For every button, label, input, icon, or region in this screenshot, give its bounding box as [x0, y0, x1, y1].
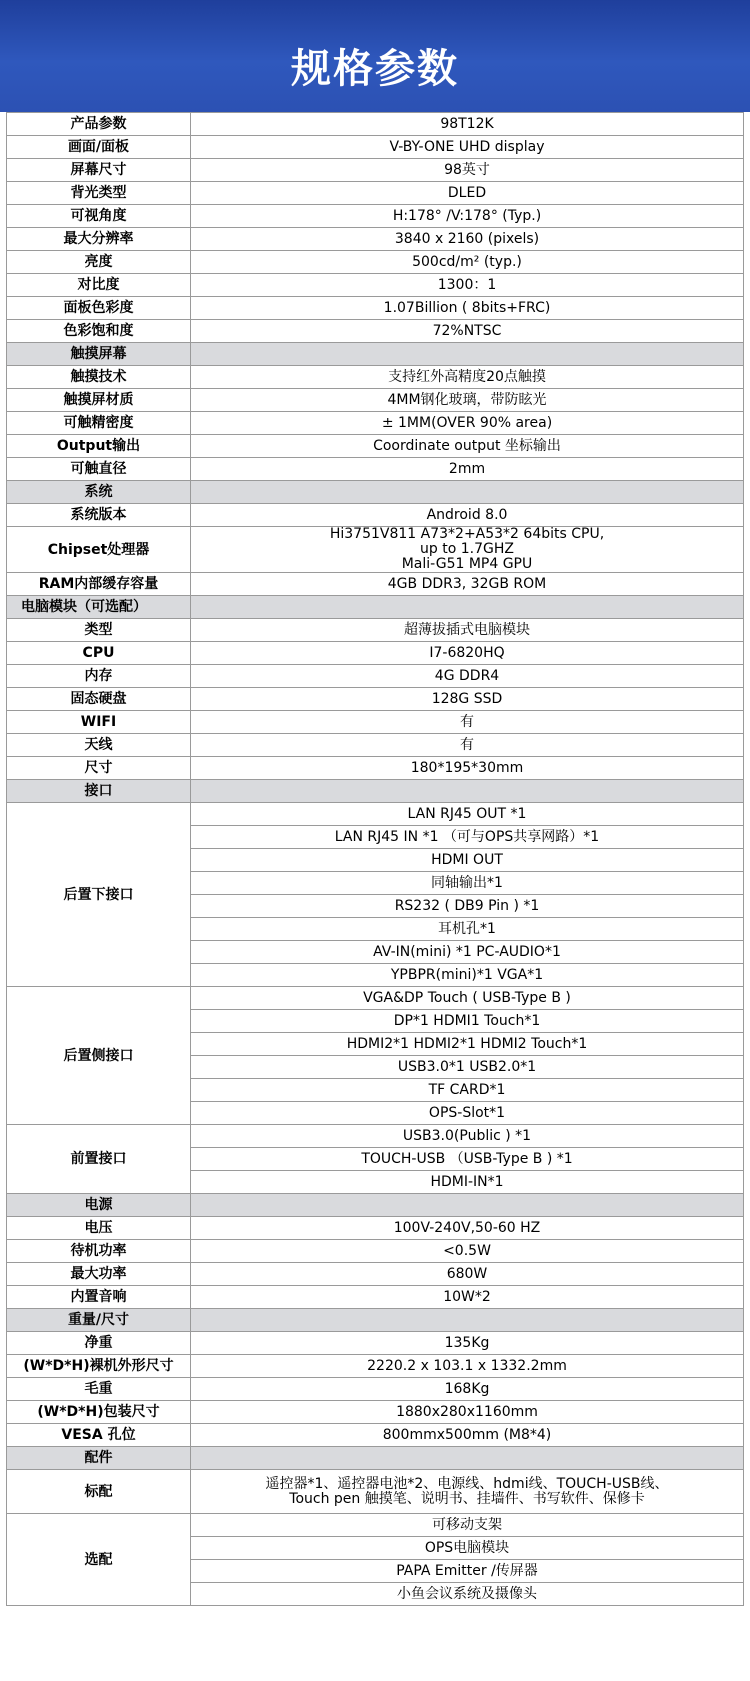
spec-value: USB3.0(Public ) *1	[191, 1125, 744, 1148]
section-header-row	[7, 1309, 744, 1332]
spec-row	[7, 504, 744, 527]
spec-value: 135Kg	[191, 1332, 744, 1355]
spec-row	[7, 136, 744, 159]
spec-value: 2mm	[191, 458, 744, 481]
spec-label: RAM内部缓存容量	[7, 573, 191, 596]
spec-value: H:178° /V:178° (Typ.)	[191, 205, 744, 228]
spec-value: 10W*2	[191, 1286, 744, 1309]
section-fill	[191, 1194, 744, 1217]
spec-row	[7, 320, 744, 343]
spec-label: 尺寸	[7, 757, 191, 780]
spec-value: I7-6820HQ	[191, 642, 744, 665]
spec-label: 前置接口	[7, 1125, 191, 1194]
section-header-row	[7, 481, 744, 504]
spec-value: Android 8.0	[191, 504, 744, 527]
spec-value: ± 1MM(OVER 90% area)	[191, 412, 744, 435]
spec-value: 4MM钢化玻璃，带防眩光	[191, 389, 744, 412]
spec-label: 可视角度	[7, 205, 191, 228]
spec-value: HDMI2*1 HDMI2*1 HDMI2 Touch*1	[191, 1033, 744, 1056]
section-title: 系统	[7, 481, 191, 504]
spec-value: V-BY-ONE UHD display	[191, 136, 744, 159]
spec-value: 100V-240V,50-60 HZ	[191, 1217, 744, 1240]
spec-value: 128G SSD	[191, 688, 744, 711]
spec-row	[7, 1125, 744, 1148]
section-fill	[191, 596, 744, 619]
spec-label: 最大功率	[7, 1263, 191, 1286]
spec-row	[7, 1355, 744, 1378]
spec-label: 固态硬盘	[7, 688, 191, 711]
spec-row	[7, 1514, 744, 1537]
section-header-row	[7, 596, 744, 619]
spec-value: HDMI-IN*1	[191, 1171, 744, 1194]
spec-row	[7, 1332, 744, 1355]
spec-row	[7, 458, 744, 481]
spec-label: WIFI	[7, 711, 191, 734]
spec-value: AV-IN(mini) *1 PC-AUDIO*1	[191, 941, 744, 964]
spec-value	[191, 527, 744, 573]
spec-value: LAN RJ45 OUT *1	[191, 803, 744, 826]
spec-row	[7, 435, 744, 458]
spec-label: (W*D*H)裸机外形尺寸	[7, 1355, 191, 1378]
spec-value: 4G DDR4	[191, 665, 744, 688]
spec-value: 1880x280x1160mm	[191, 1401, 744, 1424]
spec-value: Coordinate output 坐标输出	[191, 435, 744, 458]
spec-row	[7, 1217, 744, 1240]
section-header-row	[7, 1194, 744, 1217]
spec-label: 标配	[7, 1470, 191, 1514]
spec-row	[7, 274, 744, 297]
spec-value: 4GB DDR3, 32GB ROM	[191, 573, 744, 596]
spec-row	[7, 389, 744, 412]
spec-value: DLED	[191, 182, 744, 205]
spec-label: (W*D*H)包装尺寸	[7, 1401, 191, 1424]
section-title: 电脑模块（可选配）	[7, 596, 191, 619]
section-title: 接口	[7, 780, 191, 803]
spec-label: Chipset处理器	[7, 527, 191, 573]
spec-row	[7, 642, 744, 665]
spec-label: 触摸技术	[7, 366, 191, 389]
section-header-row	[7, 780, 744, 803]
spec-row	[7, 734, 744, 757]
spec-label: CPU	[7, 642, 191, 665]
spec-row	[7, 182, 744, 205]
spec-label: 净重	[7, 1332, 191, 1355]
spec-value: LAN RJ45 IN *1 （可与OPS共享网路）*1	[191, 826, 744, 849]
section-fill	[191, 481, 744, 504]
spec-label: 背光类型	[7, 182, 191, 205]
spec-row	[7, 1378, 744, 1401]
spec-row	[7, 113, 744, 136]
spec-label: 面板色彩度	[7, 297, 191, 320]
spec-row	[7, 619, 744, 642]
spec-value: 有	[191, 711, 744, 734]
spec-label: 后置侧接口	[7, 987, 191, 1125]
spec-value: 680W	[191, 1263, 744, 1286]
spec-value: 168Kg	[191, 1378, 744, 1401]
spec-value: DP*1 HDMI1 Touch*1	[191, 1010, 744, 1033]
section-fill	[191, 1309, 744, 1332]
spec-value: 98英寸	[191, 159, 744, 182]
spec-row	[7, 1470, 744, 1514]
spec-value: VGA&DP Touch ( USB-Type B )	[191, 987, 744, 1010]
spec-value: 有	[191, 734, 744, 757]
spec-label: 对比度	[7, 274, 191, 297]
spec-row	[7, 803, 744, 826]
spec-value-line: 遥控器*1、遥控器电池*2、电源线、hdmi线、TOUCH-USB线、	[265, 1475, 669, 1492]
spec-row	[7, 1263, 744, 1286]
spec-value: 72%NTSC	[191, 320, 744, 343]
spec-value: <0.5W	[191, 1240, 744, 1263]
spec-label: 色彩饱和度	[7, 320, 191, 343]
spec-value: 耳机孔*1	[191, 918, 744, 941]
spec-value: TOUCH-USB （USB-Type B ) *1	[191, 1148, 744, 1171]
spec-label: 可触直径	[7, 458, 191, 481]
spec-row	[7, 987, 744, 1010]
spec-value: 3840 x 2160 (pixels)	[191, 228, 744, 251]
section-title: 重量/尺寸	[7, 1309, 191, 1332]
spec-label: 电压	[7, 1217, 191, 1240]
spec-value: 小鱼会议系统及摄像头	[191, 1583, 744, 1606]
spec-label: 屏幕尺寸	[7, 159, 191, 182]
spec-value: HDMI OUT	[191, 849, 744, 872]
section-header-row	[7, 343, 744, 366]
spec-label: 产品参数	[7, 113, 191, 136]
spec-row	[7, 665, 744, 688]
spec-label: 最大分辨率	[7, 228, 191, 251]
spec-value-line: Hi3751V811 A73*2+A53*2 64bits CPU,	[329, 526, 605, 542]
spec-row	[7, 228, 744, 251]
spec-label: Output输出	[7, 435, 191, 458]
spec-value: 支持红外高精度20点触摸	[191, 366, 744, 389]
spec-row	[7, 1240, 744, 1263]
spec-row	[7, 1286, 744, 1309]
section-title: 触摸屏幕	[7, 343, 191, 366]
section-title: 配件	[7, 1447, 191, 1470]
spec-value: 可移动支架	[191, 1514, 744, 1537]
spec-row	[7, 757, 744, 780]
spec-label: 内置音响	[7, 1286, 191, 1309]
spec-label: 类型	[7, 619, 191, 642]
spec-label: 画面/面板	[7, 136, 191, 159]
section-header-row	[7, 1447, 744, 1470]
spec-row	[7, 412, 744, 435]
spec-label: VESA 孔位	[7, 1424, 191, 1447]
spec-label: 天线	[7, 734, 191, 757]
spec-value-line: Mali-G51 MP4 GPU	[401, 556, 533, 572]
spec-row	[7, 711, 744, 734]
spec-label: 亮度	[7, 251, 191, 274]
spec-label: 触摸屏材质	[7, 389, 191, 412]
spec-value: RS232 ( DB9 Pin ) *1	[191, 895, 744, 918]
page-title: 规格参数	[291, 46, 459, 92]
spec-value: 98T12K	[191, 113, 744, 136]
spec-row	[7, 366, 744, 389]
section-fill	[191, 1447, 744, 1470]
spec-label: 后置下接口	[7, 803, 191, 987]
spec-value: YPBPR(mini)*1 VGA*1	[191, 964, 744, 987]
section-fill	[191, 780, 744, 803]
spec-table	[6, 112, 744, 1606]
spec-value: 180*195*30mm	[191, 757, 744, 780]
spec-value: 1.07Billion ( 8bits+FRC)	[191, 297, 744, 320]
spec-row	[7, 1424, 744, 1447]
section-title: 电源	[7, 1194, 191, 1217]
spec-label: 系统版本	[7, 504, 191, 527]
spec-label: 内存	[7, 665, 191, 688]
spec-value: 800mmx500mm (M8*4)	[191, 1424, 744, 1447]
spec-row	[7, 573, 744, 596]
spec-row	[7, 205, 744, 228]
spec-value: 500cd/m² (typ.)	[191, 251, 744, 274]
spec-label: 毛重	[7, 1378, 191, 1401]
spec-label: 选配	[7, 1514, 191, 1606]
spec-value: USB3.0*1 USB2.0*1	[191, 1056, 744, 1079]
spec-value: 超薄拔插式电脑模块	[191, 619, 744, 642]
spec-value: 2220.2 x 103.1 x 1332.2mm	[191, 1355, 744, 1378]
spec-row	[7, 251, 744, 274]
spec-row	[7, 159, 744, 182]
spec-row	[7, 688, 744, 711]
spec-value: 1300：1	[191, 274, 744, 297]
spec-label: 待机功率	[7, 1240, 191, 1263]
spec-value: PAPA Emitter /传屏器	[191, 1560, 744, 1583]
spec-label: 可触精密度	[7, 412, 191, 435]
spec-value-line: up to 1.7GHZ	[420, 541, 514, 557]
spec-value: OPS电脑模块	[191, 1537, 744, 1560]
spec-value: OPS-Slot*1	[191, 1102, 744, 1125]
spec-value: 同轴输出*1	[191, 872, 744, 895]
spec-value-line: Touch pen 触摸笔、说明书、挂墙件、书写软件、保修卡	[289, 1490, 645, 1507]
spec-row	[7, 1401, 744, 1424]
spec-value	[191, 1470, 744, 1514]
title-banner	[0, 0, 750, 112]
section-fill	[191, 343, 744, 366]
spec-row	[7, 527, 744, 573]
spec-row	[7, 297, 744, 320]
spec-value: TF CARD*1	[191, 1079, 744, 1102]
